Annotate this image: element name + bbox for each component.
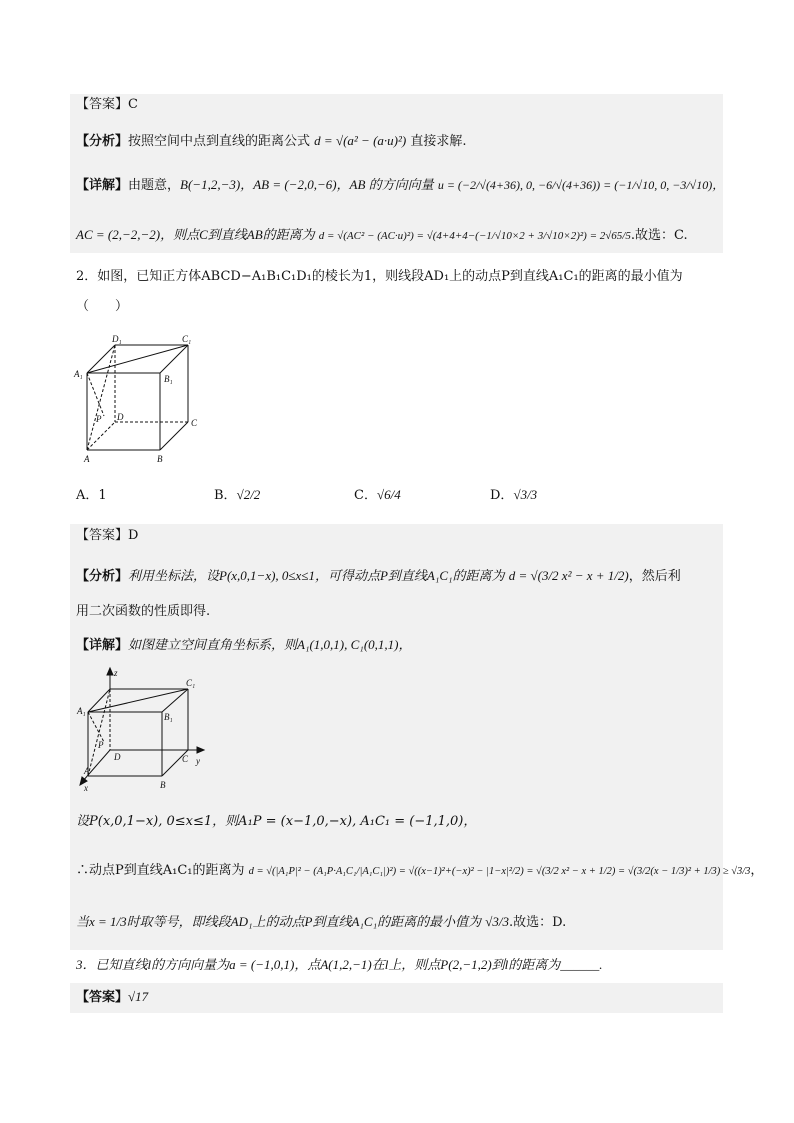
cube-label-a1: A₁ xyxy=(74,369,83,379)
q1-detail-line2: AC = (2,−2,−2)，则点C到直线AB的距离为 d = √(AC² − (AC·u)²) = √(4+4+4−(−1/√10×2 + 3/√10×2)²) = 2√65/5.故选：C. xyxy=(76,227,688,243)
svg-text:A₁: A₁ xyxy=(77,706,86,716)
axis-label-z: z xyxy=(114,668,118,678)
unit-vector: u = (−2/√(4+36), 0, −6/√(4+36)) = (−1/√10, 0, −3/√10)， xyxy=(437,178,725,192)
axis-label-x: x xyxy=(84,783,88,793)
detail-label: 【详解】 xyxy=(76,178,129,193)
q2-detail-line2: 设P(x,0,1−x), 0≤x≤1，则A₁P = (x−1,0,−x), A₁C₁ = (−1,1,0)， xyxy=(76,814,477,829)
q2-detail-line3: ∴动点P到直线A₁C₁的距离为 d = √(|A₁P|² − (A₁P·A₁C₁/|A₁C₁|)²) = √((x−1)²+(−x)² − |1−x|²/2) = √(3/2 x² − x + 1/2) = √(3/2(x − 1/3)² + 1/3) ≥ √3/3， xyxy=(76,863,764,878)
svg-text:P: P xyxy=(98,740,104,750)
cube-label-b1: B₁ xyxy=(164,374,173,384)
q3-answer-block xyxy=(70,983,723,1013)
svg-text:C₁: C₁ xyxy=(186,678,196,688)
q2-answer: 【答案】D xyxy=(76,528,139,543)
svg-text:B₁: B₁ xyxy=(164,712,173,722)
q2-analysis-line1: 【分析】利用坐标法，设P(x,0,1−x), 0≤x≤1，可得动点P到直线A₁C₁的距离为 d = √(3/2 x² − x + 1/2)，然后利 xyxy=(76,568,681,584)
analysis-label: 【分析】 xyxy=(76,134,129,149)
cube-label-d: D xyxy=(117,412,124,422)
cube-label-d1: D₁ xyxy=(112,334,122,344)
cube-label-p: P xyxy=(96,414,102,424)
option-c: C．√6/4 xyxy=(354,487,401,503)
cube-label-b: B xyxy=(157,454,163,464)
svg-text:A: A xyxy=(84,766,90,776)
distance-formula: d = √(a² − (a·u)²) xyxy=(314,133,407,148)
q2-options xyxy=(76,486,537,505)
svg-text:C: C xyxy=(182,754,189,764)
q3-answer: 【答案】√17 xyxy=(76,989,149,1005)
q2-analysis-line2: 用二次函数的性质即得. xyxy=(76,604,211,619)
cube-label-c: C xyxy=(191,418,198,428)
q1-answer: 【答案】C xyxy=(76,97,138,112)
option-d: D．√3/3 xyxy=(490,487,538,503)
q2-detail-line4: 当x = 1/3时取等号，即线段AD₁上的动点P到直线A₁C₁的距离的最小值为 √3/3.故选：D. xyxy=(76,914,567,930)
q1-detail-line1: 【详解】由题意，B(−1,2,−3)，AB = (−2,0,−6)，AB 的方向向量 u = (−2/√(4+36), 0, −6/√(4+36)) = (−1/√10, 0, −3/√10)， xyxy=(76,177,725,193)
q2-stem: 2．如图，已知正方体ABCD−A₁B₁C₁D₁的棱长为1，则线段AD₁上的动点P到直线A₁C₁的距离的最小值为 xyxy=(76,269,683,284)
svg-text:B: B xyxy=(160,780,166,790)
q1-analysis: 【分析】按照空间中点到直线的距离公式 d = √(a² − (a·u)²) 直接求解. xyxy=(76,133,467,149)
svg-text:D: D xyxy=(114,752,121,762)
q2-coordinate-figure xyxy=(76,664,216,794)
q2-detail-line1: 【详解】如图建立空间直角坐标系，则A₁(1,0,1), C₁(0,1,1)， xyxy=(76,637,412,653)
option-a: A．1 xyxy=(76,488,107,503)
option-b: B．√2/2 xyxy=(214,487,261,503)
q2-cube-figure xyxy=(72,332,212,467)
cube-label-c1: C₁ xyxy=(182,334,192,344)
q2-paren: （ ） xyxy=(76,299,129,314)
axis-label-y: y xyxy=(196,756,200,766)
distance-computation: d = √(AC² − (AC·u)²) = √(4+4+4−(−1/√10×2 + 3/√10×2)²) = 2√65/5 xyxy=(318,230,631,242)
q3-stem: 3．已知直线l的方向向量为a = (−1,0,1)，点A(1,2,−1)在l上，则点P(2,−1,2)到l的距离为______. xyxy=(76,957,603,972)
cube-label-a: A xyxy=(84,454,90,464)
